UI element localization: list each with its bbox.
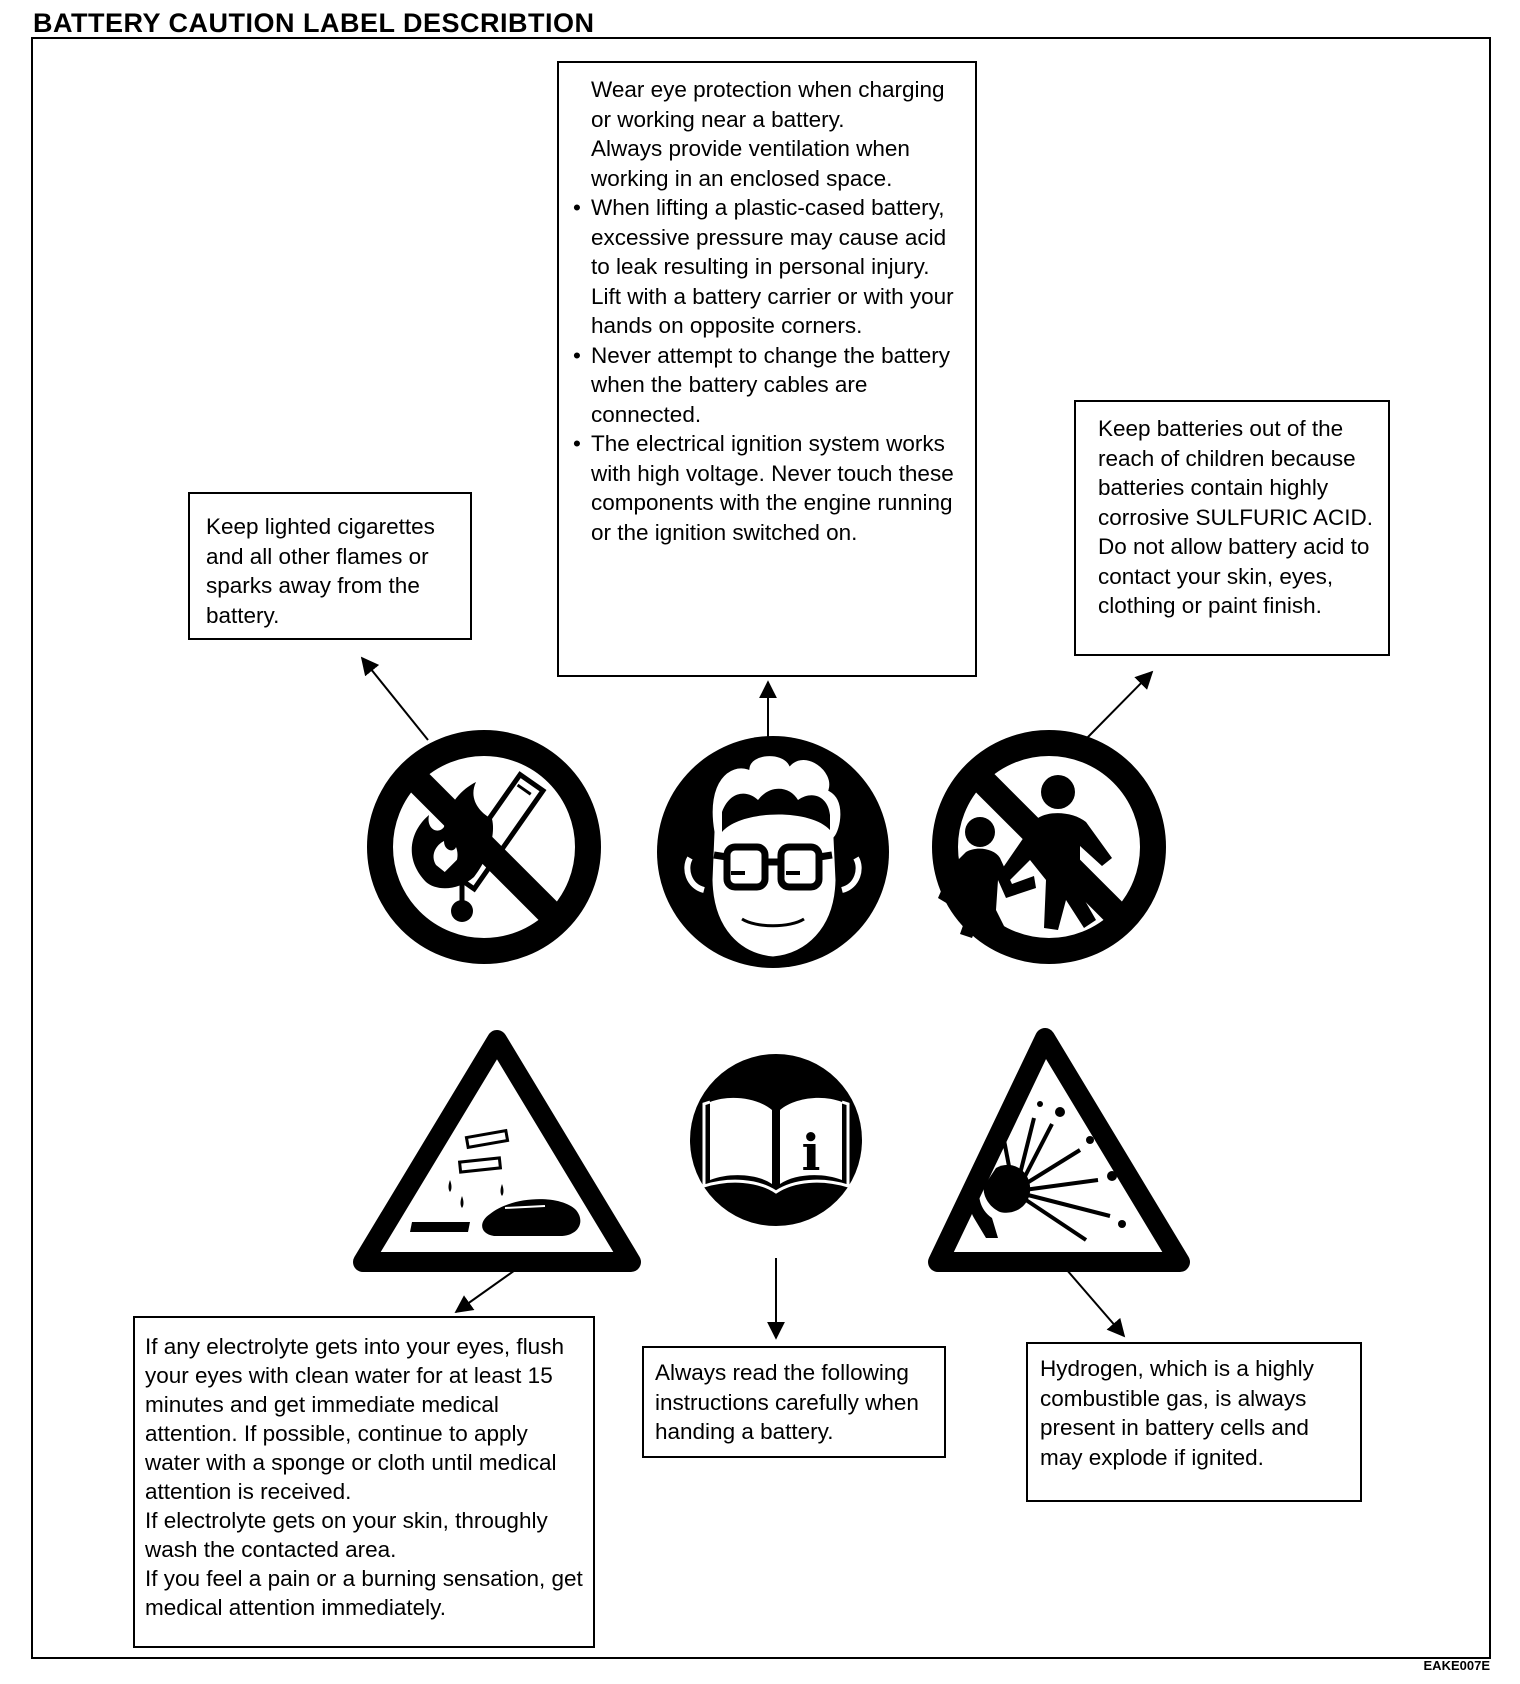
no-flames-text: Keep lighted cigarettes and all other flames or sparks away from the battery.	[206, 514, 435, 628]
info-glyph: i	[801, 1123, 821, 1182]
no-flame-icon	[380, 743, 588, 951]
explosive-warning-icon	[938, 1038, 1180, 1262]
eye-intro-2: Always provide ventilation when working in an enclosed space.	[591, 136, 910, 191]
arrow-flames	[362, 658, 428, 740]
eye-intro-1: Wear eye protection when charging or working near a battery.	[591, 77, 945, 132]
arrow-corrosive	[456, 1268, 518, 1312]
corrosive-warning-icon	[363, 1040, 631, 1262]
eye-bullet-1: • When lifting a plastic-cased battery, excessive pressure may cause acid to leak resulting in personal injury. Lift with a battery carrier or with your hands on opposite corners.	[571, 193, 961, 341]
read-instructions-text: Always read the following instructions carefully when handing a battery.	[655, 1360, 919, 1444]
no-children-icon	[938, 743, 1153, 951]
eye-bullet-2: • Never attempt to change the battery when the battery cables are connected.	[571, 341, 961, 430]
eye-bullet-3: • The electrical ignition system works with high voltage. Never touch these components with the engine running or the ignition switched on.	[571, 429, 961, 547]
children-text: Keep batteries out of the reach of children because batteries contain highly corrosive SULFURIC ACID. Do not allow battery acid to contact your skin, eyes, clothing or paint finish.	[1098, 416, 1374, 618]
hydrogen-text: Hydrogen, which is a highly combustible gas, is always present in battery cells and may explode if ignited.	[1040, 1356, 1314, 1470]
arrow-explosive	[1060, 1262, 1124, 1336]
electrolyte-p1: If any electrolyte gets into your eyes, flush your eyes with clean water for at least 15 minutes and get immediate medical attention. If possible, continue to apply water with a sponge or cloth until medical attention is received.	[145, 1334, 564, 1504]
eye-protection-icon	[657, 736, 889, 968]
read-manual-icon	[690, 1054, 862, 1226]
page-title: BATTERY CAUTION LABEL DESCRIBTION	[33, 8, 595, 38]
electrolyte-p2: If electrolyte gets on your skin, throughly wash the contacted area.	[145, 1508, 548, 1562]
arrow-children	[1087, 672, 1152, 738]
electrolyte-p3: If you feel a pain or a burning sensation, get medical attention immediately.	[145, 1566, 583, 1620]
figure-code: EAKE007E	[1423, 1658, 1490, 1673]
